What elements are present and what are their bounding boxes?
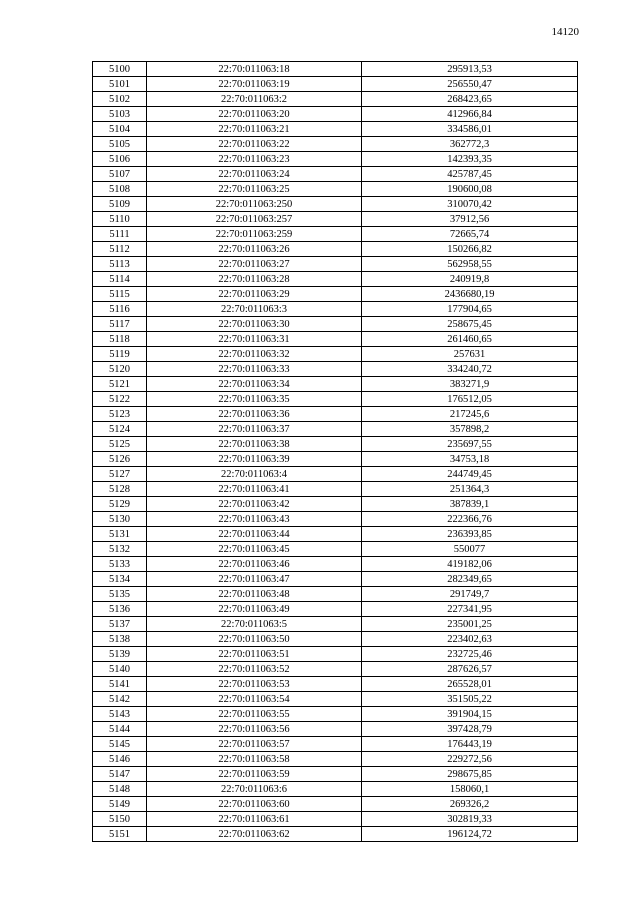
- row-number-cell: 5135: [93, 587, 147, 602]
- row-number-cell: 5134: [93, 572, 147, 587]
- cadastral-number-cell: 22:70:011063:257: [147, 212, 362, 227]
- row-number-cell: 5132: [93, 542, 147, 557]
- table-row: [93, 632, 578, 647]
- row-number-cell: 5113: [93, 257, 147, 272]
- cadastral-number-cell: 22:70:011063:29: [147, 287, 362, 302]
- cadastral-number-cell: 22:70:011063:32: [147, 347, 362, 362]
- cadastral-number-cell: 22:70:011063:5: [147, 617, 362, 632]
- cadastral-number-cell: 22:70:011063:50: [147, 632, 362, 647]
- value-cell: 222366,76: [362, 512, 578, 527]
- value-cell: 176443,19: [362, 737, 578, 752]
- value-cell: 244749,45: [362, 467, 578, 482]
- row-number-cell: 5104: [93, 122, 147, 137]
- cadastral-number-cell: 22:70:011063:59: [147, 767, 362, 782]
- value-cell: 232725,46: [362, 647, 578, 662]
- value-cell: 265528,01: [362, 677, 578, 692]
- value-cell: 391904,15: [362, 707, 578, 722]
- table-row: [93, 797, 578, 812]
- value-cell: 223402,63: [362, 632, 578, 647]
- row-number-cell: 5139: [93, 647, 147, 662]
- table-row: [93, 617, 578, 632]
- cadastral-number-cell: 22:70:011063:57: [147, 737, 362, 752]
- data-table: [92, 61, 578, 842]
- row-number-cell: 5130: [93, 512, 147, 527]
- cadastral-number-cell: 22:70:011063:44: [147, 527, 362, 542]
- table-row: [93, 437, 578, 452]
- table-row: [93, 182, 578, 197]
- value-cell: 2436680,19: [362, 287, 578, 302]
- row-number-cell: 5147: [93, 767, 147, 782]
- table-row: [93, 92, 578, 107]
- row-number-cell: 5148: [93, 782, 147, 797]
- table-row: [93, 362, 578, 377]
- row-number-cell: 5108: [93, 182, 147, 197]
- table-row: [93, 827, 578, 842]
- value-cell: 334586,01: [362, 122, 578, 137]
- cadastral-number-cell: 22:70:011063:6: [147, 782, 362, 797]
- cadastral-number-cell: 22:70:011063:259: [147, 227, 362, 242]
- row-number-cell: 5120: [93, 362, 147, 377]
- value-cell: 257631: [362, 347, 578, 362]
- row-number-cell: 5128: [93, 482, 147, 497]
- cadastral-number-cell: 22:70:011063:52: [147, 662, 362, 677]
- cadastral-number-cell: 22:70:011063:25: [147, 182, 362, 197]
- row-number-cell: 5142: [93, 692, 147, 707]
- row-number-cell: 5138: [93, 632, 147, 647]
- row-number-cell: 5116: [93, 302, 147, 317]
- value-cell: 158060,1: [362, 782, 578, 797]
- cadastral-number-cell: 22:70:011063:24: [147, 167, 362, 182]
- row-number-cell: 5100: [93, 62, 147, 77]
- table-row: [93, 317, 578, 332]
- table-row: [93, 587, 578, 602]
- cadastral-number-cell: 22:70:011063:18: [147, 62, 362, 77]
- table-row: [93, 467, 578, 482]
- cadastral-number-cell: 22:70:011063:35: [147, 392, 362, 407]
- cadastral-number-cell: 22:70:011063:53: [147, 677, 362, 692]
- table-row: [93, 707, 578, 722]
- value-cell: 334240,72: [362, 362, 578, 377]
- cadastral-number-cell: 22:70:011063:62: [147, 827, 362, 842]
- cadastral-number-cell: 22:70:011063:4: [147, 467, 362, 482]
- value-cell: 298675,85: [362, 767, 578, 782]
- value-cell: 72665,74: [362, 227, 578, 242]
- row-number-cell: 5117: [93, 317, 147, 332]
- row-number-cell: 5110: [93, 212, 147, 227]
- value-cell: 425787,45: [362, 167, 578, 182]
- value-cell: 142393,35: [362, 152, 578, 167]
- row-number-cell: 5146: [93, 752, 147, 767]
- table-row: [93, 752, 578, 767]
- table-row: [93, 77, 578, 92]
- table-row: [93, 647, 578, 662]
- value-cell: 291749,7: [362, 587, 578, 602]
- row-number-cell: 5131: [93, 527, 147, 542]
- cadastral-number-cell: 22:70:011063:34: [147, 377, 362, 392]
- row-number-cell: 5129: [93, 497, 147, 512]
- row-number-cell: 5118: [93, 332, 147, 347]
- table-row: [93, 557, 578, 572]
- row-number-cell: 5114: [93, 272, 147, 287]
- table-row: [93, 257, 578, 272]
- cadastral-number-cell: 22:70:011063:43: [147, 512, 362, 527]
- value-cell: 217245,6: [362, 407, 578, 422]
- cadastral-number-cell: 22:70:011063:47: [147, 572, 362, 587]
- row-number-cell: 5149: [93, 797, 147, 812]
- value-cell: 412966,84: [362, 107, 578, 122]
- cadastral-number-cell: 22:70:011063:21: [147, 122, 362, 137]
- cadastral-number-cell: 22:70:011063:33: [147, 362, 362, 377]
- table-row: [93, 377, 578, 392]
- table-row: [93, 197, 578, 212]
- value-cell: 261460,65: [362, 332, 578, 347]
- cadastral-number-cell: 22:70:011063:19: [147, 77, 362, 92]
- row-number-cell: 5127: [93, 467, 147, 482]
- row-number-cell: 5125: [93, 437, 147, 452]
- cadastral-number-cell: 22:70:011063:37: [147, 422, 362, 437]
- value-cell: 419182,06: [362, 557, 578, 572]
- table-row: [93, 287, 578, 302]
- cadastral-number-cell: 22:70:011063:49: [147, 602, 362, 617]
- row-number-cell: 5137: [93, 617, 147, 632]
- value-cell: 295913,53: [362, 62, 578, 77]
- row-number-cell: 5107: [93, 167, 147, 182]
- table-row: [93, 422, 578, 437]
- cadastral-number-cell: 22:70:011063:51: [147, 647, 362, 662]
- value-cell: 550077: [362, 542, 578, 557]
- row-number-cell: 5144: [93, 722, 147, 737]
- cadastral-number-cell: 22:70:011063:26: [147, 242, 362, 257]
- value-cell: 310070,42: [362, 197, 578, 212]
- table-row: [93, 782, 578, 797]
- cadastral-number-cell: 22:70:011063:2: [147, 92, 362, 107]
- value-cell: 258675,45: [362, 317, 578, 332]
- row-number-cell: 5151: [93, 827, 147, 842]
- cadastral-number-cell: 22:70:011063:28: [147, 272, 362, 287]
- table-row: [93, 302, 578, 317]
- cadastral-number-cell: 22:70:011063:54: [147, 692, 362, 707]
- table-row: [93, 497, 578, 512]
- cadastral-number-cell: 22:70:011063:30: [147, 317, 362, 332]
- value-cell: 177904,65: [362, 302, 578, 317]
- row-number-cell: 5115: [93, 287, 147, 302]
- cadastral-number-cell: 22:70:011063:23: [147, 152, 362, 167]
- value-cell: 387839,1: [362, 497, 578, 512]
- value-cell: 229272,56: [362, 752, 578, 767]
- row-number-cell: 5109: [93, 197, 147, 212]
- value-cell: 235697,55: [362, 437, 578, 452]
- value-cell: 236393,85: [362, 527, 578, 542]
- row-number-cell: 5105: [93, 137, 147, 152]
- table-row: [93, 122, 578, 137]
- row-number-cell: 5136: [93, 602, 147, 617]
- value-cell: 282349,65: [362, 572, 578, 587]
- row-number-cell: 5112: [93, 242, 147, 257]
- row-number-cell: 5140: [93, 662, 147, 677]
- cadastral-number-cell: 22:70:011063:27: [147, 257, 362, 272]
- row-number-cell: 5103: [93, 107, 147, 122]
- row-number-cell: 5119: [93, 347, 147, 362]
- value-cell: 256550,47: [362, 77, 578, 92]
- table-row: [93, 332, 578, 347]
- cadastral-number-cell: 22:70:011063:48: [147, 587, 362, 602]
- cadastral-number-cell: 22:70:011063:45: [147, 542, 362, 557]
- table-row: [93, 542, 578, 557]
- cadastral-number-cell: 22:70:011063:46: [147, 557, 362, 572]
- table-row: [93, 137, 578, 152]
- table-row: [93, 767, 578, 782]
- table-row: [93, 272, 578, 287]
- value-cell: 287626,57: [362, 662, 578, 677]
- row-number-cell: 5123: [93, 407, 147, 422]
- cadastral-number-cell: 22:70:011063:42: [147, 497, 362, 512]
- cadastral-number-cell: 22:70:011063:55: [147, 707, 362, 722]
- table-row: [93, 572, 578, 587]
- value-cell: 176512,05: [362, 392, 578, 407]
- table-row: [93, 152, 578, 167]
- table-row: [93, 167, 578, 182]
- row-number-cell: 5102: [93, 92, 147, 107]
- row-number-cell: 5122: [93, 392, 147, 407]
- row-number-cell: 5150: [93, 812, 147, 827]
- value-cell: 227341,95: [362, 602, 578, 617]
- value-cell: 362772,3: [362, 137, 578, 152]
- row-number-cell: 5133: [93, 557, 147, 572]
- row-number-cell: 5101: [93, 77, 147, 92]
- table-row: [93, 512, 578, 527]
- cadastral-number-cell: 22:70:011063:36: [147, 407, 362, 422]
- value-cell: 383271,9: [362, 377, 578, 392]
- cadastral-number-cell: 22:70:011063:31: [147, 332, 362, 347]
- row-number-cell: 5121: [93, 377, 147, 392]
- value-cell: 562958,55: [362, 257, 578, 272]
- cadastral-number-cell: 22:70:011063:61: [147, 812, 362, 827]
- table-row: [93, 62, 578, 77]
- table-row: [93, 482, 578, 497]
- table-row: [93, 527, 578, 542]
- cadastral-number-cell: 22:70:011063:58: [147, 752, 362, 767]
- row-number-cell: 5126: [93, 452, 147, 467]
- table-row: [93, 602, 578, 617]
- table-row: [93, 812, 578, 827]
- row-number-cell: 5143: [93, 707, 147, 722]
- table-row: [93, 407, 578, 422]
- row-number-cell: 5124: [93, 422, 147, 437]
- table-row: [93, 242, 578, 257]
- value-cell: 268423,65: [362, 92, 578, 107]
- row-number-cell: 5141: [93, 677, 147, 692]
- value-cell: 251364,3: [362, 482, 578, 497]
- table-row: [93, 737, 578, 752]
- cadastral-number-cell: 22:70:011063:56: [147, 722, 362, 737]
- value-cell: 34753,18: [362, 452, 578, 467]
- page-number: 14120: [551, 26, 579, 38]
- value-cell: 196124,72: [362, 827, 578, 842]
- row-number-cell: 5145: [93, 737, 147, 752]
- table-row: [93, 212, 578, 227]
- table-row: [93, 227, 578, 242]
- cadastral-number-cell: 22:70:011063:20: [147, 107, 362, 122]
- value-cell: 150266,82: [362, 242, 578, 257]
- cadastral-number-cell: 22:70:011063:39: [147, 452, 362, 467]
- table-row: [93, 677, 578, 692]
- table-row: [93, 392, 578, 407]
- value-cell: 397428,79: [362, 722, 578, 737]
- value-cell: 37912,56: [362, 212, 578, 227]
- value-cell: 235001,25: [362, 617, 578, 632]
- table-row: [93, 692, 578, 707]
- cadastral-number-cell: 22:70:011063:3: [147, 302, 362, 317]
- row-number-cell: 5111: [93, 227, 147, 242]
- table-body: [93, 62, 578, 842]
- cadastral-number-cell: 22:70:011063:38: [147, 437, 362, 452]
- cadastral-number-cell: 22:70:011063:22: [147, 137, 362, 152]
- table-row: [93, 347, 578, 362]
- table-row: [93, 662, 578, 677]
- value-cell: 302819,33: [362, 812, 578, 827]
- table-row: [93, 107, 578, 122]
- value-cell: 190600,08: [362, 182, 578, 197]
- cadastral-number-cell: 22:70:011063:60: [147, 797, 362, 812]
- value-cell: 357898,2: [362, 422, 578, 437]
- value-cell: 269326,2: [362, 797, 578, 812]
- row-number-cell: 5106: [93, 152, 147, 167]
- value-cell: 351505,22: [362, 692, 578, 707]
- cadastral-number-cell: 22:70:011063:250: [147, 197, 362, 212]
- table-row: [93, 452, 578, 467]
- value-cell: 240919,8: [362, 272, 578, 287]
- table-row: [93, 722, 578, 737]
- cadastral-number-cell: 22:70:011063:41: [147, 482, 362, 497]
